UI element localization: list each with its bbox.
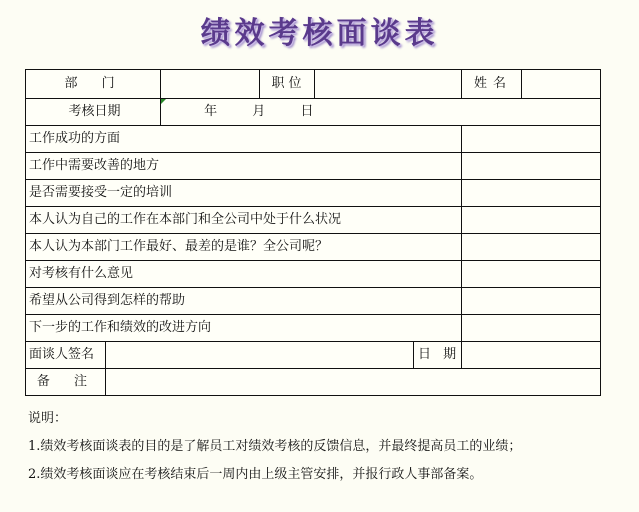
answer-field[interactable] — [462, 180, 601, 207]
department-field[interactable] — [161, 70, 260, 99]
appraisal-interview-form — [25, 69, 601, 396]
question-label: 是否需要接受一定的培训 — [26, 180, 462, 207]
month-label: 月 — [252, 104, 266, 119]
note-item: 2.绩效考核面谈应在考核结束后一周内由上级主管安排，并报行政人事部备案。 — [28, 467, 483, 482]
answer-field[interactable] — [462, 288, 601, 315]
question-label: 对考核有什么意见 — [26, 261, 462, 288]
answer-field[interactable] — [462, 315, 601, 342]
question-label: 工作中需要改善的地方 — [26, 153, 462, 180]
answer-field[interactable] — [462, 234, 601, 261]
answer-field[interactable] — [462, 153, 601, 180]
name-label: 姓名 — [462, 70, 522, 99]
review-date-label: 考核日期 — [26, 99, 161, 126]
cell-comment-marker — [161, 99, 166, 104]
form-title: 绩效考核面谈表 — [200, 16, 439, 51]
day-label: 日 — [300, 104, 314, 119]
question-label: 希望从公司得到怎样的帮助 — [26, 288, 462, 315]
question-label: 下一步的工作和绩效的改进方向 — [26, 315, 462, 342]
year-label: 年 — [204, 104, 218, 119]
department-label: 部 门 — [26, 70, 161, 99]
question-label: 工作成功的方面 — [26, 126, 462, 153]
answer-field[interactable] — [462, 207, 601, 234]
question-label: 本人认为本部门工作最好、最差的是谁？全公司呢？ — [26, 234, 462, 261]
remarks-label: 备 注 — [26, 369, 106, 396]
answer-field[interactable] — [462, 126, 601, 153]
question-label: 本人认为自己的工作在本部门和全公司中处于什么状况 — [26, 207, 462, 234]
position-field[interactable] — [315, 70, 462, 99]
note-item: 1.绩效考核面谈表的目的是了解员工对绩效考核的反馈信息，并最终提高员工的业绩； — [28, 439, 522, 454]
answer-field[interactable] — [462, 261, 601, 288]
date-label: 日 期 — [414, 342, 462, 369]
interviewer-signature-label: 面谈人签名 — [26, 342, 106, 369]
position-label: 职位 — [260, 70, 315, 99]
notes-section — [28, 410, 521, 494]
date-field[interactable] — [462, 342, 601, 369]
name-field[interactable] — [522, 70, 601, 99]
review-date-field[interactable] — [161, 99, 601, 126]
remarks-field[interactable] — [106, 369, 601, 396]
notes-heading: 说明： — [28, 411, 68, 426]
interviewer-signature-field[interactable] — [106, 342, 414, 369]
